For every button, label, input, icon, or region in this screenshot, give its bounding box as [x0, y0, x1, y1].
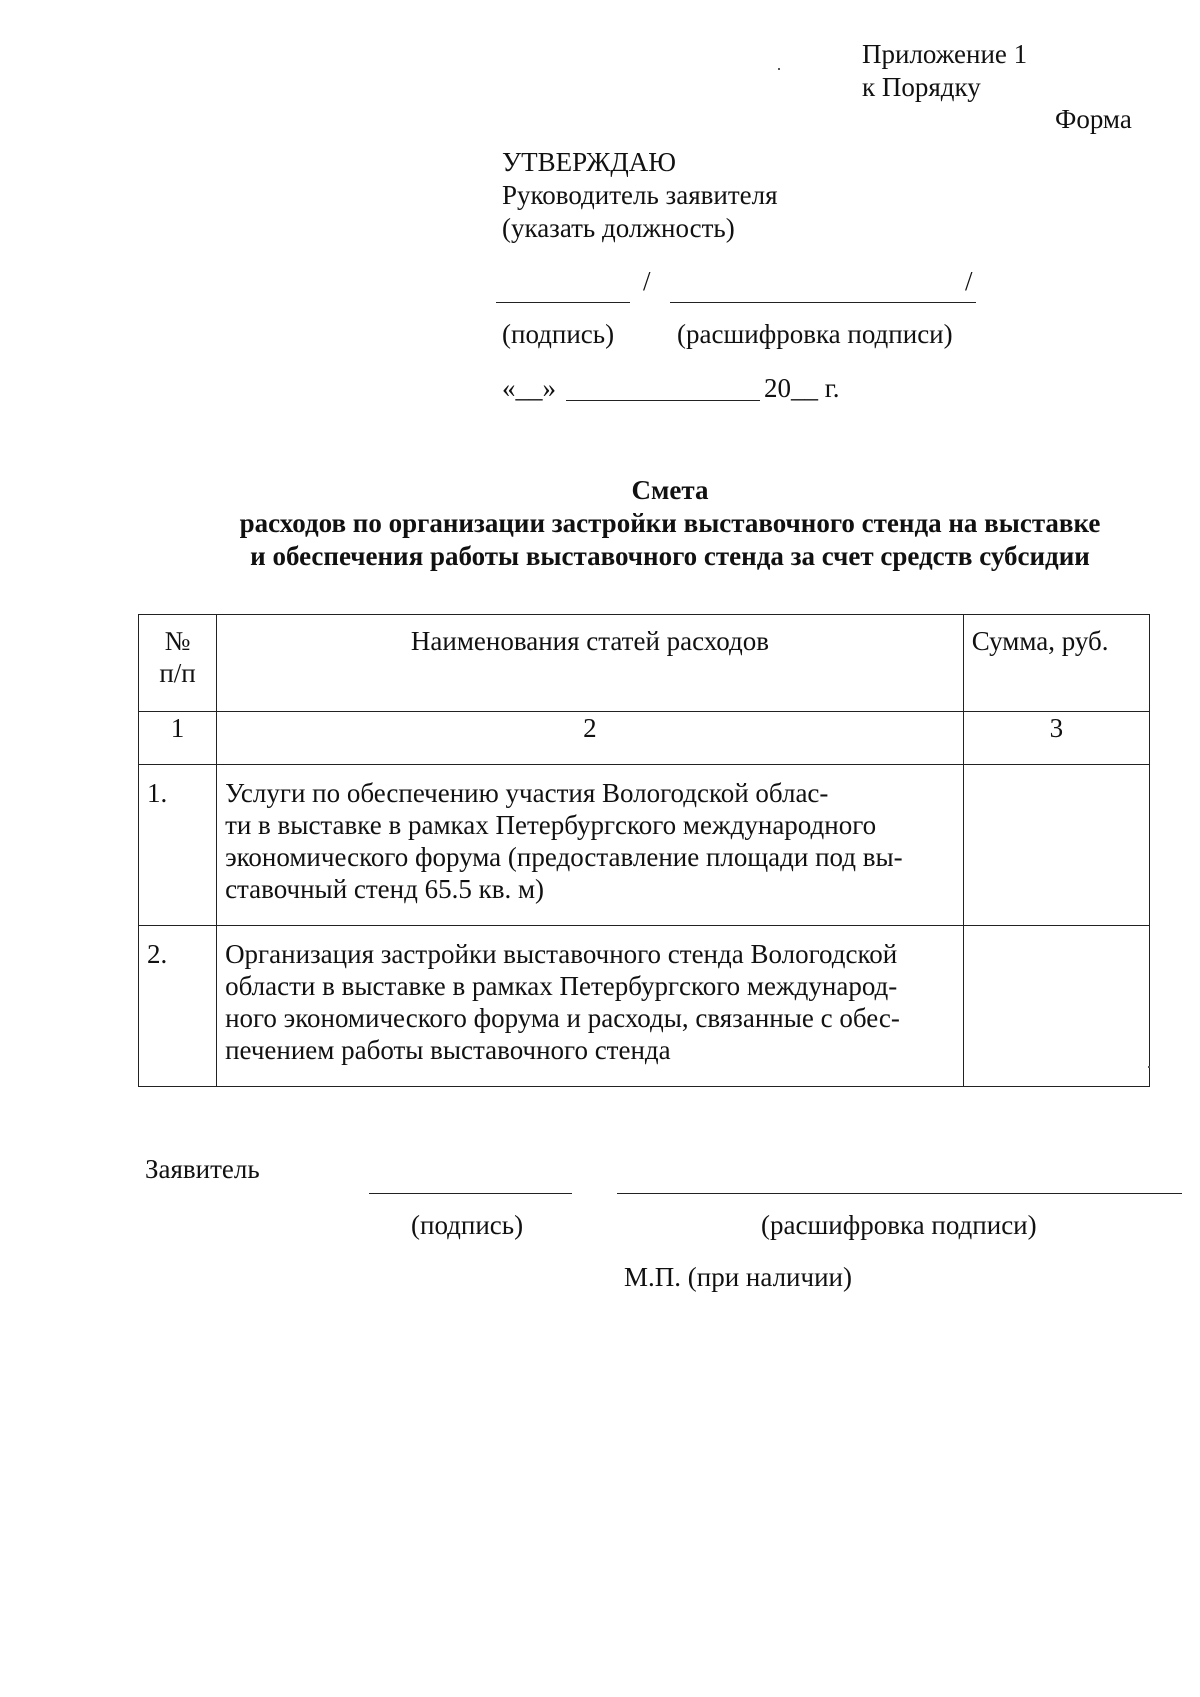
approval-head-line: Руководитель заявителя — [502, 180, 778, 210]
title-subtitle-line2: и обеспечения работы выставочного стенда за счет средств субсидии — [250, 541, 1090, 571]
appendix-reference: к Порядку — [862, 72, 981, 102]
table-row — [139, 926, 1150, 1087]
row-number: 1. — [139, 765, 217, 926]
scan-speck — [1148, 1066, 1150, 1068]
row-text-line: области в выставке в рамках Петербургского международ- — [225, 971, 898, 1001]
header-number — [139, 615, 217, 712]
applicant-signature-line — [369, 1193, 572, 1194]
header-sum: Сумма, руб. — [963, 615, 1149, 712]
row-text-line: ставочный стенд 65.5 кв. м) — [225, 874, 545, 904]
appendix-number: Приложение 1 — [862, 39, 1028, 69]
approval-slash-1: / — [643, 266, 651, 296]
applicant-label: Заявитель — [145, 1154, 260, 1184]
scan-speck — [778, 68, 780, 70]
document-title — [140, 474, 1200, 573]
row-text-line: Организация застройки выставочного стенда Вологодской — [225, 939, 898, 969]
form-label: Форма — [1055, 104, 1132, 134]
row-text-line: ти в выставке в рамках Петербургского международного — [225, 810, 877, 840]
approval-signature-caption: (подпись) — [502, 319, 615, 349]
approval-decoding-caption: (расшифровка подписи) — [677, 319, 953, 349]
row-text-line: печением работы выставочного стенда — [225, 1035, 671, 1065]
approval-date-year: 20__ г. — [764, 373, 840, 403]
stamp-place: М.П. (при наличии) — [624, 1262, 852, 1292]
index-cell-1: 1 — [139, 712, 217, 765]
index-cell-2: 2 — [217, 712, 964, 765]
approval-slash-2: / — [965, 266, 973, 296]
row-expense-name — [217, 926, 964, 1087]
row-text-line: экономического форума (предоставление площади под вы- — [225, 842, 903, 872]
header-number-abbr: п/п — [159, 658, 196, 688]
row-text-line: Услуги по обеспечению участия Вологодской облас- — [225, 778, 829, 808]
approval-date-day: «__» — [502, 373, 556, 403]
table-index-row — [139, 712, 1150, 765]
row-number: 2. — [139, 926, 217, 1087]
title-main: Смета — [631, 475, 709, 505]
applicant-decoding-caption: (расшифровка подписи) — [761, 1210, 1037, 1240]
title-subtitle-line1: расходов по организации застройки выставочного стенда на выставке — [239, 508, 1101, 538]
approval-date-month-line — [566, 400, 760, 401]
budget-table — [138, 614, 1150, 1087]
applicant-decoding-line — [617, 1193, 1182, 1194]
approval-decoding-line — [670, 302, 976, 303]
header-expense-name: Наименования статей расходов — [217, 615, 964, 712]
approval-position-line: (указать должность) — [502, 213, 735, 243]
table-row — [139, 765, 1150, 926]
approval-title: УТВЕРЖДАЮ — [502, 147, 677, 177]
approval-signature-line — [496, 302, 630, 303]
row-expense-name — [217, 765, 964, 926]
row-sum — [963, 926, 1149, 1087]
row-text-line: ного экономического форума и расходы, связанные с обес- — [225, 1003, 900, 1033]
table-header-row — [139, 615, 1150, 712]
header-number-sign: № — [164, 626, 191, 656]
row-sum — [963, 765, 1149, 926]
index-cell-3: 3 — [963, 712, 1149, 765]
applicant-signature-caption: (подпись) — [411, 1210, 524, 1240]
